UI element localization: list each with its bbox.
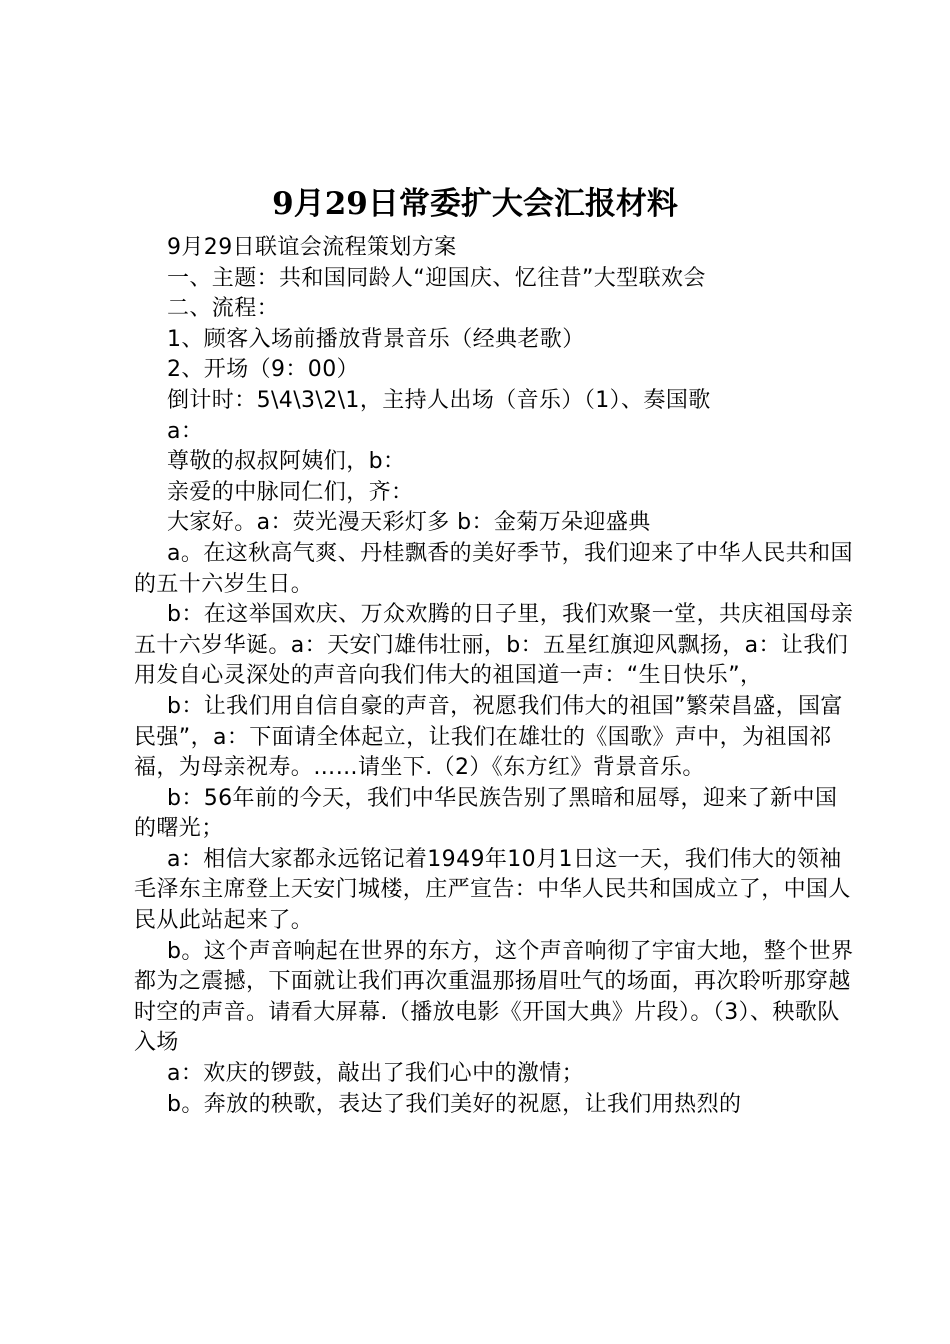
paragraph-national-anthem: b：让我们用自信自豪的声音，祝愿我们伟大的祖国”繁荣昌盛，国富民强”，a：下面请全体起立，让我们在雄壮的《国歌》声中，为祖国祁福，为母亲祝寿。……请坐下.（2）《东方红》背景音乐。 bbox=[134, 693, 843, 781]
document-body bbox=[134, 233, 854, 1120]
paragraph-56-years: b：56年前的今天，我们中华民族告别了黑暗和屈辱，迎来了新中国的曙光； bbox=[134, 785, 838, 842]
paragraph-theme: 一、主题：共和国同龄人“迎国庆、忆往昔”大型联欢会 bbox=[167, 265, 706, 291]
paragraph-yangge: b。奔放的秧歌，表达了我们美好的祝愿，让我们用热烈的 bbox=[167, 1091, 742, 1117]
paragraph-greeting-colleagues: 亲爱的中脉同仁们，齐： bbox=[167, 479, 414, 505]
paragraph-host-a: a： bbox=[167, 418, 204, 444]
paragraph-plan-name: 9月29日联谊会流程策划方案 bbox=[167, 235, 457, 260]
paragraph-step-2: 2、开场（9：00） bbox=[167, 357, 359, 383]
paragraph-countdown: 倒计时：5\4\3\2\1，主持人出场（音乐）（1）、奏国歌 bbox=[167, 387, 711, 413]
paragraph-celebration: b：在这举国欢庆、万众欢腾的日子里，我们欢聚一堂，共庆祖国母亲五十六岁华诞。a：天安门雄伟壮丽，b：五星红旗迎风飘扬，a：让我们用发自心灵深处的声音向我们伟大的祖国道一声：“生日快乐”， bbox=[134, 602, 854, 689]
paragraph-process-heading: 二、流程： bbox=[167, 296, 280, 322]
paragraph-drums: a：欢庆的锣鼓，敲出了我们心中的激情； bbox=[167, 1061, 585, 1087]
document-title: 9月29日常委扩大会汇报材料 bbox=[272, 186, 678, 222]
paragraph-greeting-elders: 尊敬的叔叔阿姨们，b： bbox=[167, 449, 406, 475]
paragraph-founding-ceremony: b。这个声音响起在世界的东方，这个声音响彻了宇宙大地，整个世界都为之震撼，下面就让我们再次重温那扬眉吐气的场面，再次聆听那穿越时空的声音。请看大屏幕.（播放电影《开国大典》片段）。（3）、秧歌队入场 bbox=[134, 938, 854, 1056]
paragraph-step-1: 1、顾客入场前播放背景音乐（经典老歌） bbox=[167, 326, 585, 352]
paragraph-autumn-season: a。在这秋高气爽、丹桂飘香的美好季节，我们迎来了中华人民共和国的五十六岁生日。 bbox=[134, 540, 853, 597]
paragraph-founding-day: a：相信大家都永远铭记着1949年10月1日这一天，我们伟大的领袖毛泽东主席登上天安门城楼，庄严宣告：中华人民共和国成立了，中国人民从此站起来了。 bbox=[134, 846, 851, 934]
paragraph-hello-all: 大家好。a：荧光漫天彩灯多 b：金菊万朵迎盛典 bbox=[167, 510, 651, 536]
